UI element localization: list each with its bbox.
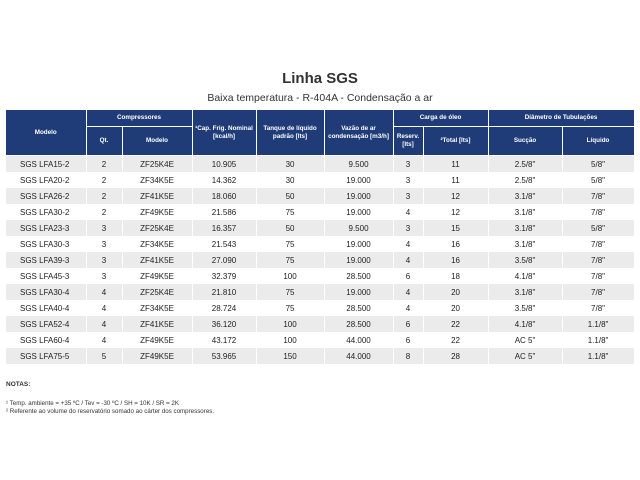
table-row [6, 172, 634, 188]
cell-vazao: 9.500 [324, 220, 393, 236]
cell-compressor: ZF25K4E [122, 156, 192, 173]
cell-tanque: 75 [256, 300, 324, 316]
cell-modelo: SGS LFA45-3 [6, 268, 86, 284]
cell-qt: 2 [86, 188, 122, 204]
page-title: Linha SGS [282, 70, 358, 87]
cell-liquido: 7/8" [562, 252, 634, 268]
cell-reserv: 3 [393, 172, 423, 188]
cell-total: 11 [423, 172, 488, 188]
cell-reserv: 6 [393, 316, 423, 332]
cell-liquido: 1.1/8" [562, 332, 634, 348]
cell-cap-frig: 28.724 [192, 300, 256, 316]
cell-succao: 3.1/8" [488, 204, 562, 220]
cell-liquido: 7/8" [562, 188, 634, 204]
header-cap-frig: ¹Cap. Frig. Nominal [kcal/h] [192, 110, 256, 156]
cell-modelo: SGS LFA20-2 [6, 172, 86, 188]
cell-modelo: SGS LFA52-4 [6, 316, 86, 332]
cell-cap-frig: 27.090 [192, 252, 256, 268]
header-carga-oleo: Carga de óleo [393, 110, 488, 127]
cell-succao: 3.1/8" [488, 188, 562, 204]
cell-tanque: 75 [256, 284, 324, 300]
cell-tanque: 50 [256, 188, 324, 204]
cell-vazao: 19.000 [324, 172, 393, 188]
cell-succao: 3.1/8" [488, 236, 562, 252]
cell-reserv: 8 [393, 348, 423, 364]
specs-table [6, 110, 635, 364]
table-row [6, 252, 634, 268]
cell-succao: AC 5" [488, 332, 562, 348]
cell-reserv: 4 [393, 204, 423, 220]
cell-compressor: ZF49K5E [122, 204, 192, 220]
cell-reserv: 3 [393, 188, 423, 204]
cell-total: 20 [423, 284, 488, 300]
cell-total: 12 [423, 188, 488, 204]
cell-qt: 2 [86, 204, 122, 220]
cell-compressor: ZF41K5E [122, 252, 192, 268]
cell-cap-frig: 21.810 [192, 284, 256, 300]
table-row [6, 300, 634, 316]
cell-compressor: ZF49K5E [122, 332, 192, 348]
cell-liquido: 7/8" [562, 204, 634, 220]
cell-qt: 3 [86, 252, 122, 268]
header-compressores: Compressores [86, 110, 192, 127]
cell-tanque: 100 [256, 332, 324, 348]
cell-vazao: 19.000 [324, 284, 393, 300]
cell-succao: 3.1/8" [488, 284, 562, 300]
note-2: ² Referente ao volume do reservatório somado ao cárter dos compressores. [6, 408, 215, 415]
cell-liquido: 7/8" [562, 236, 634, 252]
cell-tanque: 75 [256, 204, 324, 220]
cell-modelo: SGS LFA60-4 [6, 332, 86, 348]
cell-compressor: ZF34K5E [122, 300, 192, 316]
cell-modelo: SGS LFA26-2 [6, 188, 86, 204]
cell-cap-frig: 21.586 [192, 204, 256, 220]
cell-total: 15 [423, 220, 488, 236]
cell-qt: 4 [86, 316, 122, 332]
cell-succao: 2.5/8" [488, 156, 562, 173]
cell-vazao: 19.000 [324, 236, 393, 252]
cell-tanque: 50 [256, 220, 324, 236]
cell-total: 28 [423, 348, 488, 364]
cell-compressor: ZF34K5E [122, 172, 192, 188]
header-vazao: Vazão de ar condensação [m3/h] [324, 110, 393, 156]
cell-vazao: 19.000 [324, 188, 393, 204]
cell-succao: 4.1/8" [488, 268, 562, 284]
cell-vazao: 9.500 [324, 156, 393, 173]
table-row [6, 316, 634, 332]
cell-cap-frig: 43.172 [192, 332, 256, 348]
cell-vazao: 44.000 [324, 332, 393, 348]
table-row [6, 220, 634, 236]
cell-cap-frig: 14.362 [192, 172, 256, 188]
cell-liquido: 7/8" [562, 284, 634, 300]
cell-compressor: ZF41K5E [122, 188, 192, 204]
cell-qt: 5 [86, 348, 122, 364]
table-row [6, 348, 634, 364]
cell-qt: 3 [86, 236, 122, 252]
cell-tanque: 75 [256, 236, 324, 252]
cell-cap-frig: 10.905 [192, 156, 256, 173]
cell-vazao: 28.500 [324, 300, 393, 316]
cell-liquido: 1.1/8" [562, 316, 634, 332]
table-row [6, 156, 634, 173]
page-subtitle: Baixa temperatura - R-404A - Condensação a ar [207, 92, 433, 104]
header-reserv: Reserv. [lts] [393, 127, 423, 156]
cell-qt: 4 [86, 332, 122, 348]
cell-qt: 2 [86, 172, 122, 188]
cell-qt: 4 [86, 300, 122, 316]
cell-compressor: ZF41K5E [122, 316, 192, 332]
cell-total: 22 [423, 316, 488, 332]
table-row [6, 236, 634, 252]
table-row [6, 268, 634, 284]
cell-total: 16 [423, 252, 488, 268]
table-row [6, 204, 634, 220]
cell-reserv: 4 [393, 252, 423, 268]
cell-tanque: 150 [256, 348, 324, 364]
header-diametro: Diâmetro de Tubulações [488, 110, 634, 127]
cell-reserv: 6 [393, 332, 423, 348]
header-tanque: Tanque de líquido padrão [lts] [256, 110, 324, 156]
cell-cap-frig: 32.379 [192, 268, 256, 284]
cell-liquido: 5/8" [562, 156, 634, 173]
cell-modelo: SGS LFA30-3 [6, 236, 86, 252]
cell-vazao: 44.000 [324, 348, 393, 364]
cell-compressor: ZF34K5E [122, 236, 192, 252]
cell-succao: 2.5/8" [488, 172, 562, 188]
cell-modelo: SGS LFA23-3 [6, 220, 86, 236]
cell-qt: 3 [86, 220, 122, 236]
cell-modelo: SGS LFA75-5 [6, 348, 86, 364]
cell-succao: 4.1/8" [488, 316, 562, 332]
cell-cap-frig: 53.965 [192, 348, 256, 364]
cell-succao: AC 5" [488, 348, 562, 364]
header-modelo: Modelo [6, 110, 86, 156]
cell-vazao: 19.000 [324, 204, 393, 220]
cell-reserv: 6 [393, 268, 423, 284]
cell-total: 16 [423, 236, 488, 252]
header-qt: Qt. [86, 127, 122, 156]
cell-cap-frig: 36.120 [192, 316, 256, 332]
header-total: ²Total [lts] [423, 127, 488, 156]
cell-total: 18 [423, 268, 488, 284]
cell-reserv: 4 [393, 284, 423, 300]
cell-succao: 3.5/8" [488, 252, 562, 268]
header-liquido: Líquido [562, 127, 634, 156]
cell-liquido: 5/8" [562, 220, 634, 236]
cell-cap-frig: 21.543 [192, 236, 256, 252]
cell-total: 11 [423, 156, 488, 173]
cell-vazao: 28.500 [324, 316, 393, 332]
cell-reserv: 4 [393, 236, 423, 252]
header-compressor-modelo: Modelo [122, 127, 192, 156]
cell-tanque: 75 [256, 252, 324, 268]
cell-cap-frig: 18.060 [192, 188, 256, 204]
cell-liquido: 7/8" [562, 300, 634, 316]
cell-total: 20 [423, 300, 488, 316]
table-body [6, 156, 634, 365]
cell-reserv: 3 [393, 220, 423, 236]
note-1: ¹ Temp. ambiente = +35 ºC / Tev = -30 ºC / SH = 10K / SR = 2K [6, 400, 179, 407]
cell-compressor: ZF49K5E [122, 348, 192, 364]
cell-compressor: ZF25K4E [122, 220, 192, 236]
cell-qt: 4 [86, 284, 122, 300]
cell-total: 12 [423, 204, 488, 220]
cell-reserv: 3 [393, 156, 423, 173]
cell-modelo: SGS LFA15-2 [6, 156, 86, 173]
cell-vazao: 28.500 [324, 268, 393, 284]
cell-tanque: 30 [256, 172, 324, 188]
cell-modelo: SGS LFA40-4 [6, 300, 86, 316]
cell-liquido: 1.1/8" [562, 348, 634, 364]
cell-vazao: 19.000 [324, 252, 393, 268]
table-row [6, 284, 634, 300]
header-succao: Sucção [488, 127, 562, 156]
cell-modelo: SGS LFA30-2 [6, 204, 86, 220]
cell-modelo: SGS LFA30-4 [6, 284, 86, 300]
cell-succao: 3.5/8" [488, 300, 562, 316]
cell-liquido: 5/8" [562, 172, 634, 188]
cell-qt: 2 [86, 156, 122, 173]
cell-compressor: ZF49K5E [122, 268, 192, 284]
cell-cap-frig: 16.357 [192, 220, 256, 236]
cell-qt: 3 [86, 268, 122, 284]
cell-tanque: 100 [256, 316, 324, 332]
cell-reserv: 4 [393, 300, 423, 316]
cell-total: 22 [423, 332, 488, 348]
cell-compressor: ZF25K4E [122, 284, 192, 300]
cell-tanque: 100 [256, 268, 324, 284]
cell-succao: 3.1/8" [488, 220, 562, 236]
notes-heading: NOTAS: [6, 381, 31, 388]
cell-modelo: SGS LFA39-3 [6, 252, 86, 268]
cell-liquido: 7/8" [562, 268, 634, 284]
table-row [6, 188, 634, 204]
cell-tanque: 30 [256, 156, 324, 173]
table-row [6, 332, 634, 348]
